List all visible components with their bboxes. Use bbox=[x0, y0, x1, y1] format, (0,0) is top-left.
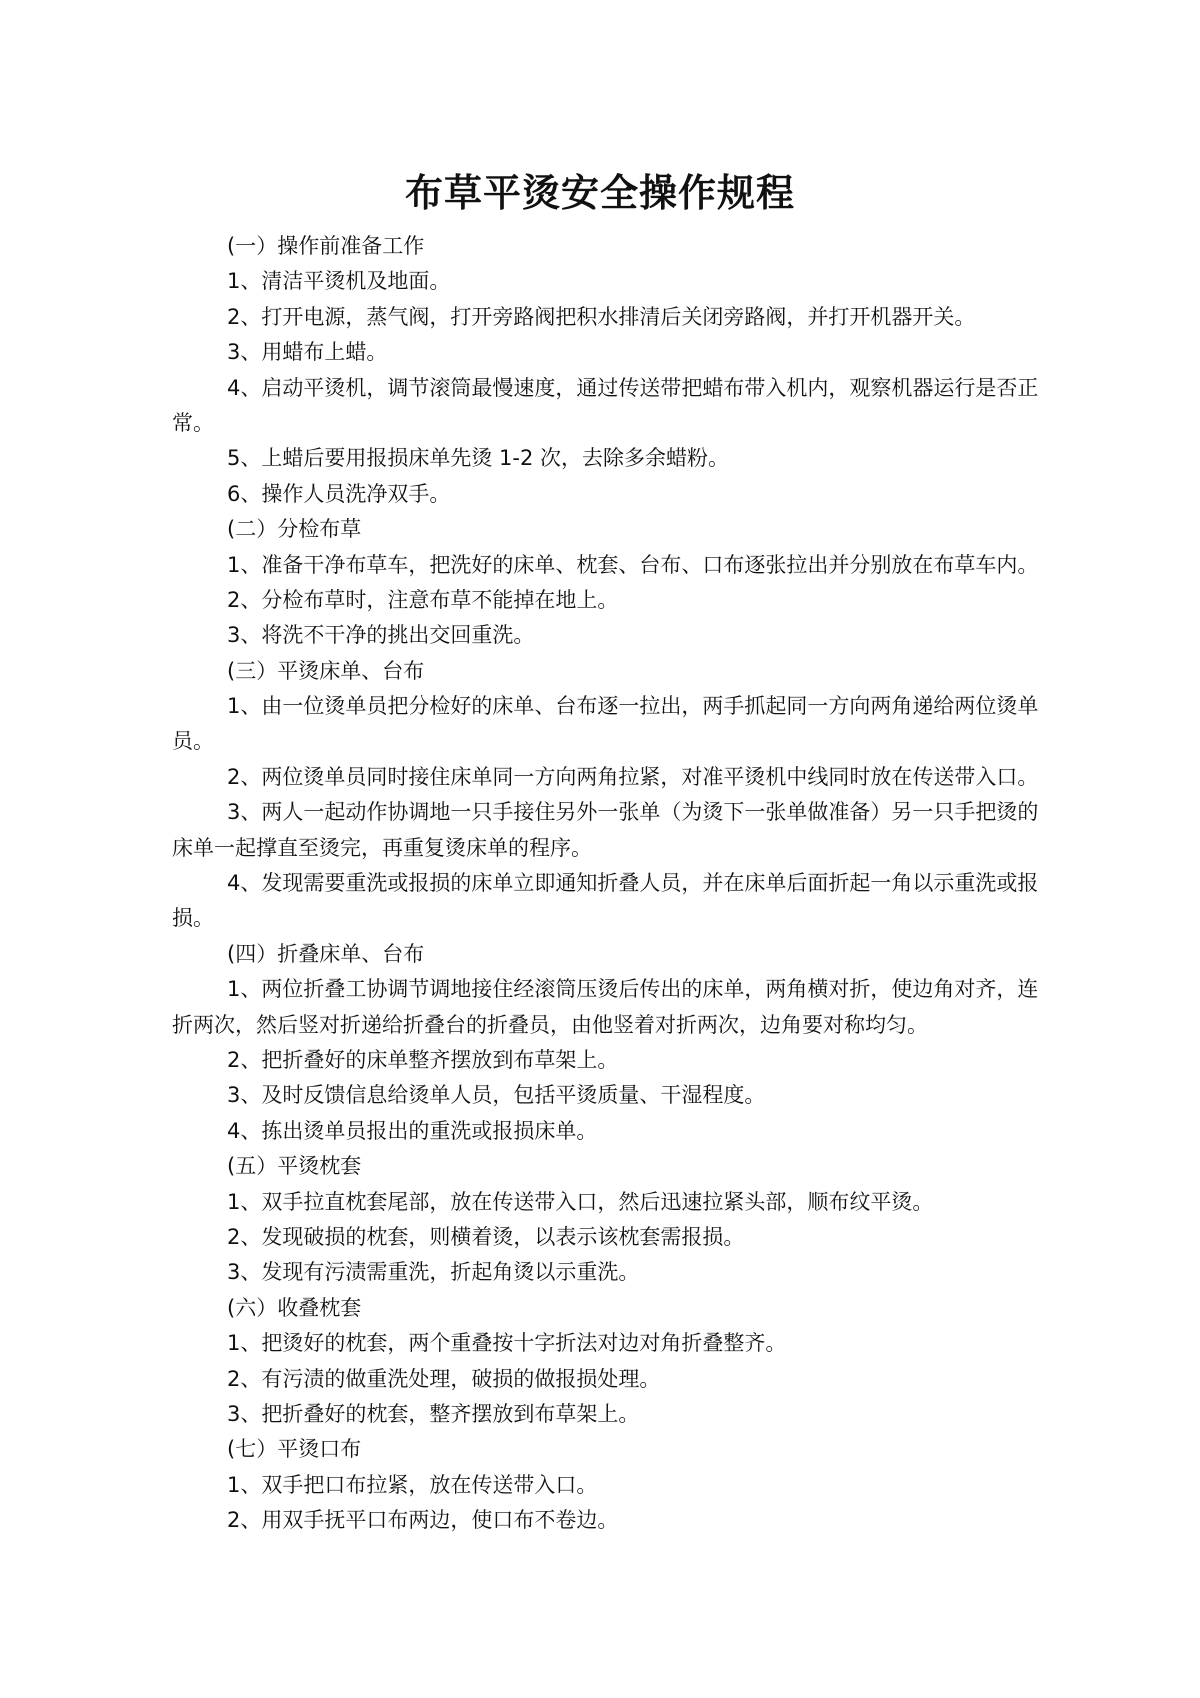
document-line: 4、发现需要重洗或报损的床单立即通知折叠人员，并在床单后面折起一角以示重洗或报 bbox=[227, 871, 1039, 896]
document-line: 3、把折叠好的枕套，整齐摆放到布草架上。 bbox=[227, 1401, 640, 1426]
document-line: 5、上蜡后要用报损床单先烫 1-2 次，去除多余蜡粉。 bbox=[227, 446, 730, 471]
document-line: 1、双手拉直枕套尾部，放在传送带入口，然后迅速拉紧头部，顺布纹平烫。 bbox=[227, 1189, 934, 1214]
document-line: 2、打开电源，蒸气阀，打开旁路阀把积水排清后关闭旁路阀，并打开机器开关。 bbox=[227, 304, 976, 329]
document-line: 2、把折叠好的床单整齐摆放到布草架上。 bbox=[227, 1047, 619, 1072]
document-line: 3、将洗不干净的挑出交回重洗。 bbox=[227, 623, 535, 648]
document-line: (六）收叠枕套 bbox=[227, 1295, 362, 1320]
document-line: 1、把烫好的枕套，两个重叠按十字折法对边对角折叠整齐。 bbox=[227, 1331, 787, 1356]
document-line: 1、由一位烫单员把分检好的床单、台布逐一拉出，两手抓起同一方向两角递给两位烫单 bbox=[227, 694, 1039, 719]
document-line: 2、有污渍的做重洗处理，破损的做报损处理。 bbox=[227, 1366, 661, 1391]
document-line: 3、用蜡布上蜡。 bbox=[227, 340, 388, 365]
document-line: 3、及时反馈信息给烫单人员，包括平烫质量、干湿程度。 bbox=[227, 1083, 766, 1108]
document-line: 3、发现有污渍需重洗，折起角烫以示重洗。 bbox=[227, 1260, 640, 1285]
document-line: 员。 bbox=[172, 729, 214, 754]
document-line: 1、双手把口布拉紧，放在传送带入口。 bbox=[227, 1472, 598, 1497]
document-line: 4、启动平烫机，调节滚筒最慢速度，通过传送带把蜡布带入机内，观察机器运行是否正 bbox=[227, 375, 1039, 400]
document-line: (一）操作前准备工作 bbox=[227, 234, 425, 258]
document-line: 折两次，然后竖对折递给折叠台的折叠员，由他竖着对折两次，边角要对称均匀。 bbox=[172, 1012, 928, 1037]
document-line: 1、两位折叠工协调节调地接住经滚筒压烫后传出的床单，两角横对折，使边角对齐，连 bbox=[227, 977, 1039, 1002]
document-line: (五）平烫枕套 bbox=[227, 1154, 362, 1179]
document-line: (七）平烫口布 bbox=[227, 1437, 362, 1462]
document-line: 4、拣出烫单员报出的重洗或报损床单。 bbox=[227, 1118, 598, 1143]
document-line: 1、清洁平烫机及地面。 bbox=[227, 269, 451, 294]
document-body bbox=[172, 229, 1076, 1538]
document-line: 3、两人一起动作协调地一只手接住另外一张单（为烫下一张单做准备）另一只手把烫的 bbox=[227, 800, 1039, 825]
document-line: 2、分检布草时，注意布草不能掉在地上。 bbox=[227, 587, 619, 612]
document-line: 损。 bbox=[172, 906, 214, 931]
document-line: 6、操作人员洗净双手。 bbox=[227, 481, 451, 506]
document-title: 布草平烫安全操作规程 bbox=[404, 171, 795, 215]
document-line: 2、两位烫单员同时接住床单同一方向两角拉紧，对准平烫机中线同时放在传送带入口。 bbox=[227, 764, 1039, 789]
document-line: 2、用双手抚平口布两边，使口布不卷边。 bbox=[227, 1508, 619, 1533]
document-line: 床单一起撑直至烫完，再重复烫床单的程序。 bbox=[172, 835, 592, 860]
document-line: 常。 bbox=[172, 410, 214, 435]
document-line: 1、准备干净布草车，把洗好的床单、枕套、台布、口布逐张拉出并分别放在布草车内。 bbox=[227, 552, 1039, 577]
document-line: (二）分检布草 bbox=[227, 517, 362, 542]
document-line: (四）折叠床单、台布 bbox=[227, 941, 425, 966]
document-line: (三）平烫床单、台布 bbox=[227, 658, 425, 683]
document-line: 2、发现破损的枕套，则横着烫，以表示该枕套需报损。 bbox=[227, 1224, 745, 1249]
